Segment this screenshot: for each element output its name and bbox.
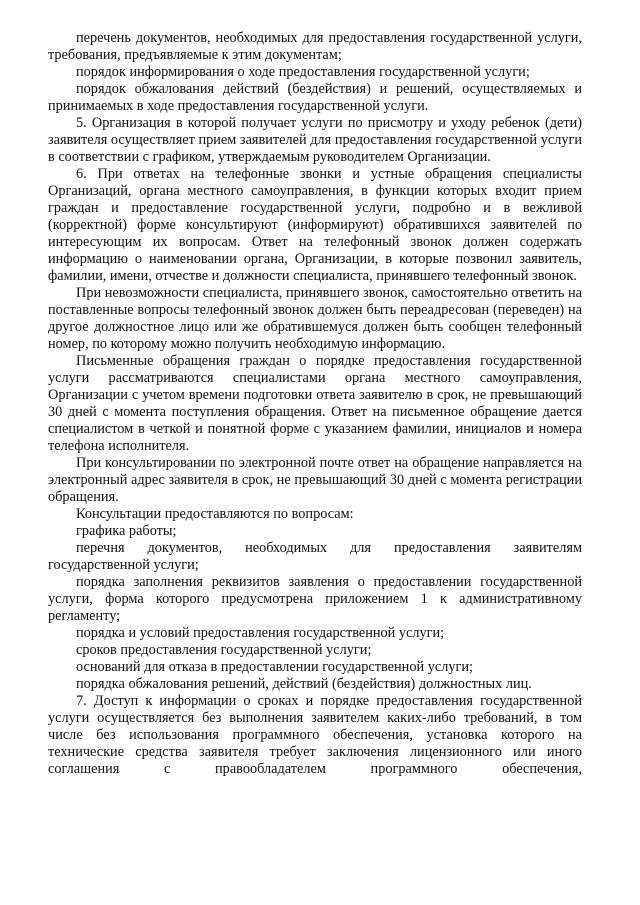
paragraph-documents-list: перечень документов, необходимых для предоставления государственной услуги, требования, предъявляемые к этим документам;: [48, 30, 582, 63]
list-item-refusal-grounds: оснований для отказа в предоставлении государственной услуги;: [76, 659, 473, 675]
paragraph-section-7: 7. Доступ к информации о сроках и порядке предоставления государственной услуги осуществляется без выполнения заявителем каких-либо требований, в том числе без использования программного обеспечения, установка которого на технические средства заявителя требует заключения лицензионного или иного соглашения с правообладателем программного обеспечения,: [48, 693, 582, 777]
list-item-conditions: порядка и условий предоставления государственной услуги;: [76, 625, 445, 641]
list-item-schedule: графика работы;: [76, 523, 177, 539]
list-item-documents: перечня документов, необходимых для предоставления заявителям государственной услуги;: [48, 540, 582, 573]
paragraph-section-5: 5. Организация в которой получает услуги по присмотру и уходу ребенок (дети) заявителя осуществляет прием заявителей для предоставления государственной услуги в соответствии с графиком, утверждаемым руководителем Организации.: [48, 115, 582, 165]
paragraph-appeal-procedure: порядок обжалования действий (бездействия) и решений, осуществляемых и принимаемых в ходе предоставления государственной услуги.: [48, 81, 582, 114]
list-item-appeal: порядка обжалования решений, действий (бездействия) должностных лиц.: [76, 676, 532, 692]
paragraph-written-requests: Письменные обращения граждан о порядке предоставления государственной услуги рассматриваются специалистами органа местного самоуправления, Организации с учетом времени подготовки ответа заявителю в срок, не превышающий 30 дней с момента поступления обращения. Ответ на письменное обращение дается специалистом в четкой и понятной форме с указанием фамилии, инициалов и номера телефона исполнителя.: [48, 353, 582, 454]
paragraph-email-consulting: При консультировании по электронной почте ответ на обращение направляется на электронный адрес заявителя в срок, не превышающий 30 дней с момента регистрации обращения.: [48, 455, 582, 505]
paragraph-consulting-topics: Консультации предоставляются по вопросам:: [76, 506, 354, 522]
list-item-deadlines: сроков предоставления государственной услуги;: [76, 642, 372, 658]
paragraph-section-6: 6. При ответах на телефонные звонки и устные обращения специалисты Организаций, органа местного самоуправления, в функции которых входит прием граждан и предоставление государственной услуги, подробно и в вежливой (корректной) форме консультируют (информируют) обратившихся заявителей по интересующим их вопросам. Ответ на телефонный звонок должен содержать информацию о наименовании органа, Организации, в которые позвонил заявитель, фамилии, имени, отчестве и должности специалиста, принявшего телефонный звонок.: [48, 166, 582, 284]
list-item-form-filling: порядка заполнения реквизитов заявления о предоставлении государственной услуги, форма которого предусмотрена приложением 1 к административному регламенту;: [48, 574, 582, 624]
paragraph-informing-procedure: порядок информирования о ходе предоставления государственной услуги;: [76, 64, 530, 80]
paragraph-call-redirect: При невозможности специалиста, принявшего звонок, самостоятельно ответить на поставленные вопросы телефонный звонок должен быть переадресован (переведен) на другое должностное лицо или же обратившемуся должен быть сообщен телефонный номер, по которому можно получить необходимую информацию.: [48, 285, 582, 352]
